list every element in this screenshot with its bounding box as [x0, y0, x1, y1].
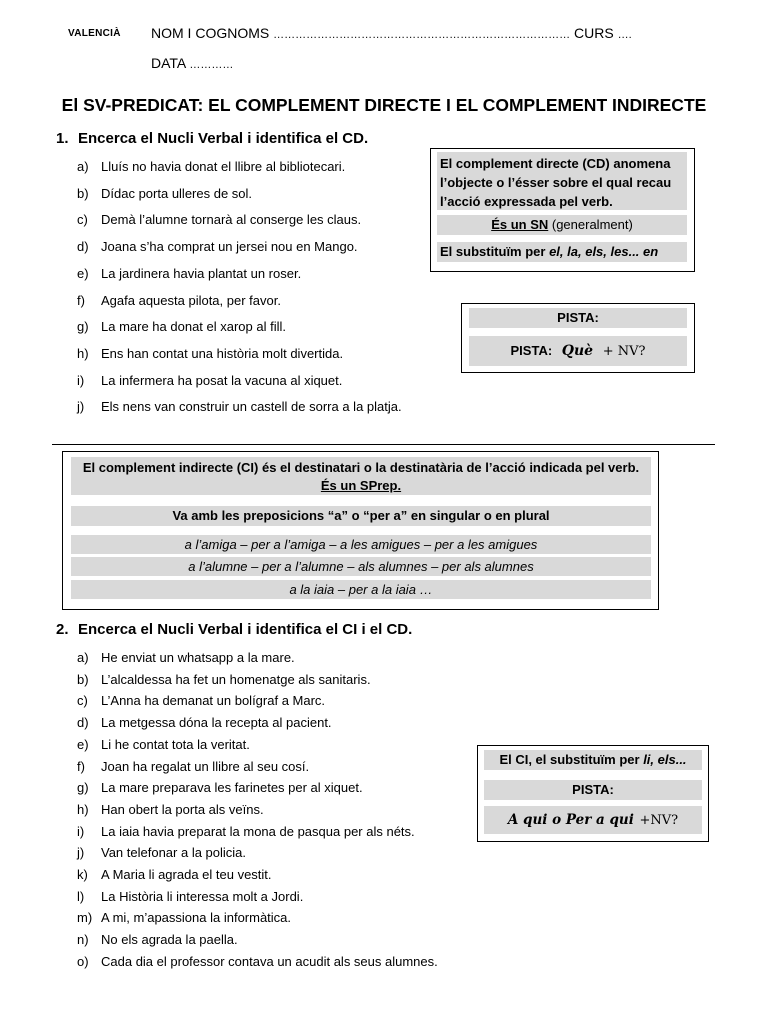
- list-item-label: j): [77, 399, 85, 415]
- cd-definition-box: [430, 148, 695, 272]
- list-item-text: L’Anna ha demanat un bolígraf a Marc.: [101, 693, 326, 709]
- ci-hint-words: A qui o Per a qui: [507, 812, 634, 828]
- cd-substitution: [437, 242, 687, 262]
- course-label: CURS: [574, 25, 614, 41]
- cd-subst-prefix: El substituïm per: [440, 244, 550, 259]
- exercise2-number: 2.: [56, 621, 69, 638]
- exercise1-number: 1.: [56, 130, 69, 147]
- cd-hint-suffix: + NV?: [602, 344, 646, 359]
- ci-example-1: a l’amiga – per a l’amiga – a les amigues – per a les amigues: [71, 535, 651, 554]
- cd-definition: El complement directe (CD) anomena l’objecte o l’ésser sobre el qual recau l’acció expressada pel verb.: [437, 152, 687, 210]
- name-field-row: [151, 25, 632, 41]
- ci-subst-pronouns: li, els...: [643, 752, 687, 767]
- list-item: [77, 889, 303, 904]
- list-item-label: d): [77, 239, 89, 255]
- list-item: [77, 399, 402, 414]
- cd-hint-label: PISTA:: [469, 308, 687, 328]
- list-item-text: La infermera ha posat la vacuna al xiquet.: [101, 372, 343, 388]
- course-dots: ….: [617, 29, 632, 41]
- list-item: [77, 802, 264, 817]
- list-item-label: c): [77, 693, 88, 709]
- section-divider: [52, 444, 715, 445]
- list-item: [77, 159, 345, 174]
- list-item-label: h): [77, 801, 89, 817]
- ci-definition-box: [62, 451, 659, 610]
- date-label: DATA: [151, 55, 186, 71]
- ci-definition-block: [71, 457, 651, 495]
- list-item: [77, 672, 371, 687]
- list-item-text: Ens han contat una història molt divertida.: [101, 345, 344, 361]
- list-item-text: La Història li interessa molt a Jordi.: [101, 888, 304, 904]
- cd-hint-prefix: PISTA:: [510, 343, 553, 358]
- list-item: [77, 693, 325, 708]
- cd-hint-box: [461, 303, 695, 373]
- list-item: [77, 319, 286, 334]
- ci-hint-question: [484, 806, 702, 834]
- exercise2-title: Encerca el Nucli Verbal i identifica el CI i el CD.: [78, 621, 413, 638]
- list-item: [77, 266, 301, 281]
- list-item-label: a): [77, 650, 89, 665]
- list-item-text: Cada dia el professor contava un acudit als seus alumnes.: [101, 953, 438, 969]
- ci-hint-label: PISTA:: [484, 780, 702, 800]
- list-item-label: j): [77, 845, 85, 861]
- ci-example-2: a l’alumne – per a l’alumne – als alumnes – per als alumnes: [71, 557, 651, 576]
- list-item: [77, 737, 250, 752]
- list-item-label: f): [77, 758, 85, 774]
- list-item-label: i): [77, 372, 85, 388]
- list-item-text: Lluís no havia donat el llibre al bibliotecari.: [101, 159, 346, 174]
- list-item-text: No els agrada la paella.: [101, 932, 238, 948]
- ci-is-sprep: És un SPrep.: [320, 478, 402, 493]
- ci-prepositions: Va amb les preposicions “a” o “per a” en singular o en plural: [71, 506, 651, 526]
- list-item-text: La metgessa dóna la recepta al pacient.: [101, 715, 332, 731]
- list-item-text: L’alcaldessa ha fet un homenatge als sanitaris.: [101, 671, 371, 687]
- list-item: [77, 373, 342, 388]
- date-field-row: [151, 55, 233, 71]
- date-dots: …………: [189, 59, 234, 71]
- list-item: [77, 239, 358, 254]
- list-item-label: i): [77, 823, 85, 839]
- list-item: [77, 824, 415, 839]
- exercise2-heading: [56, 621, 412, 638]
- list-item-text: Van telefonar a la policia.: [101, 845, 247, 861]
- page-title: El SV-PREDICAT: EL COMPLEMENT DIRECTE I EL COMPLEMENT INDIRECTE: [61, 95, 707, 115]
- list-item-text: Demà l’alumne tornarà al conserge les claus.: [101, 212, 362, 228]
- list-item-label: d): [77, 715, 89, 731]
- list-item-label: l): [77, 888, 85, 904]
- list-item-label: n): [77, 932, 89, 948]
- list-item-text: Li he contat tota la veritat.: [101, 736, 250, 752]
- list-item: [77, 293, 281, 308]
- list-item-label: b): [77, 185, 89, 201]
- list-item-label: f): [77, 292, 85, 308]
- subject-label: VALENCIÀ: [68, 28, 121, 39]
- list-item-text: La iaia havia preparat la mona de pasqua per als néts.: [101, 823, 415, 839]
- list-item-text: Agafa aquesta pilota, per favor.: [101, 292, 281, 308]
- list-item: [77, 186, 252, 201]
- cd-is-sn-note: (generalment): [548, 217, 633, 232]
- list-item-label: m): [77, 910, 93, 926]
- list-item: [77, 932, 238, 947]
- list-item-text: He enviat un whatsapp a la mare.: [101, 650, 295, 665]
- list-item: [77, 346, 343, 361]
- name-dots: ………………………………………………………………………: [273, 29, 571, 41]
- list-item-text: La jardinera havia plantat un roser.: [101, 265, 302, 281]
- list-item-text: Els nens van construir un castell de sorra a la platja.: [101, 399, 402, 415]
- ci-hint-suffix: +NV?: [639, 813, 679, 828]
- list-item-label: o): [77, 953, 89, 969]
- list-item-label: k): [77, 867, 88, 882]
- ci-hint-box: [477, 745, 709, 842]
- ci-definition: El complement indirecte (CI) és el destinatari o la destinatària de l’acció indicada pel verb.: [82, 460, 640, 475]
- list-item-label: b): [77, 671, 89, 687]
- list-item-label: c): [77, 212, 88, 228]
- exercise1-title: Encerca el Nucli Verbal i identifica el CD.: [78, 130, 369, 147]
- cd-hint-question: [469, 336, 687, 366]
- list-item-text: Joana s’ha comprat un jersei nou en Mango.: [101, 239, 358, 255]
- list-item: [77, 650, 295, 665]
- list-item-label: e): [77, 265, 89, 281]
- list-item: [77, 759, 309, 774]
- list-item-text: Joan ha regalat un llibre al seu cosí.: [101, 758, 310, 774]
- cd-is-sn: [437, 215, 687, 235]
- list-item-label: e): [77, 736, 89, 752]
- list-item-text: La mare preparava les farinetes per al xiquet.: [101, 780, 363, 796]
- list-item-text: A Maria li agrada el teu vestit.: [101, 867, 272, 882]
- list-item: [77, 845, 246, 860]
- exercise1-heading: [56, 130, 368, 147]
- list-item: [77, 212, 361, 227]
- list-item: [77, 780, 363, 795]
- list-item-text: A mi, m’apassiona la informàtica.: [101, 910, 292, 926]
- list-item: [77, 954, 438, 969]
- cd-is-sn-underlined: És un SN: [491, 217, 549, 232]
- list-item-label: a): [77, 159, 89, 174]
- ci-subst-prefix: El CI, el substituïm per: [499, 752, 644, 767]
- cd-hint-word: Què: [561, 343, 594, 359]
- list-item: [77, 910, 291, 925]
- list-item-text: Dídac porta ulleres de sol.: [101, 185, 253, 201]
- list-item: [77, 867, 272, 882]
- list-item-text: La mare ha donat el xarop al fill.: [101, 319, 286, 335]
- list-item-text: Han obert la porta als veïns.: [101, 801, 264, 817]
- name-label: NOM I COGNOMS: [151, 25, 270, 41]
- list-item-label: g): [77, 319, 89, 335]
- list-item-label: g): [77, 780, 89, 796]
- ci-substitution: [484, 750, 702, 770]
- cd-subst-pronouns: el, la, els, les... en: [549, 244, 659, 259]
- list-item-label: h): [77, 345, 89, 361]
- list-item: [77, 715, 332, 730]
- ci-example-3: a la iaia – per a la iaia …: [71, 580, 651, 599]
